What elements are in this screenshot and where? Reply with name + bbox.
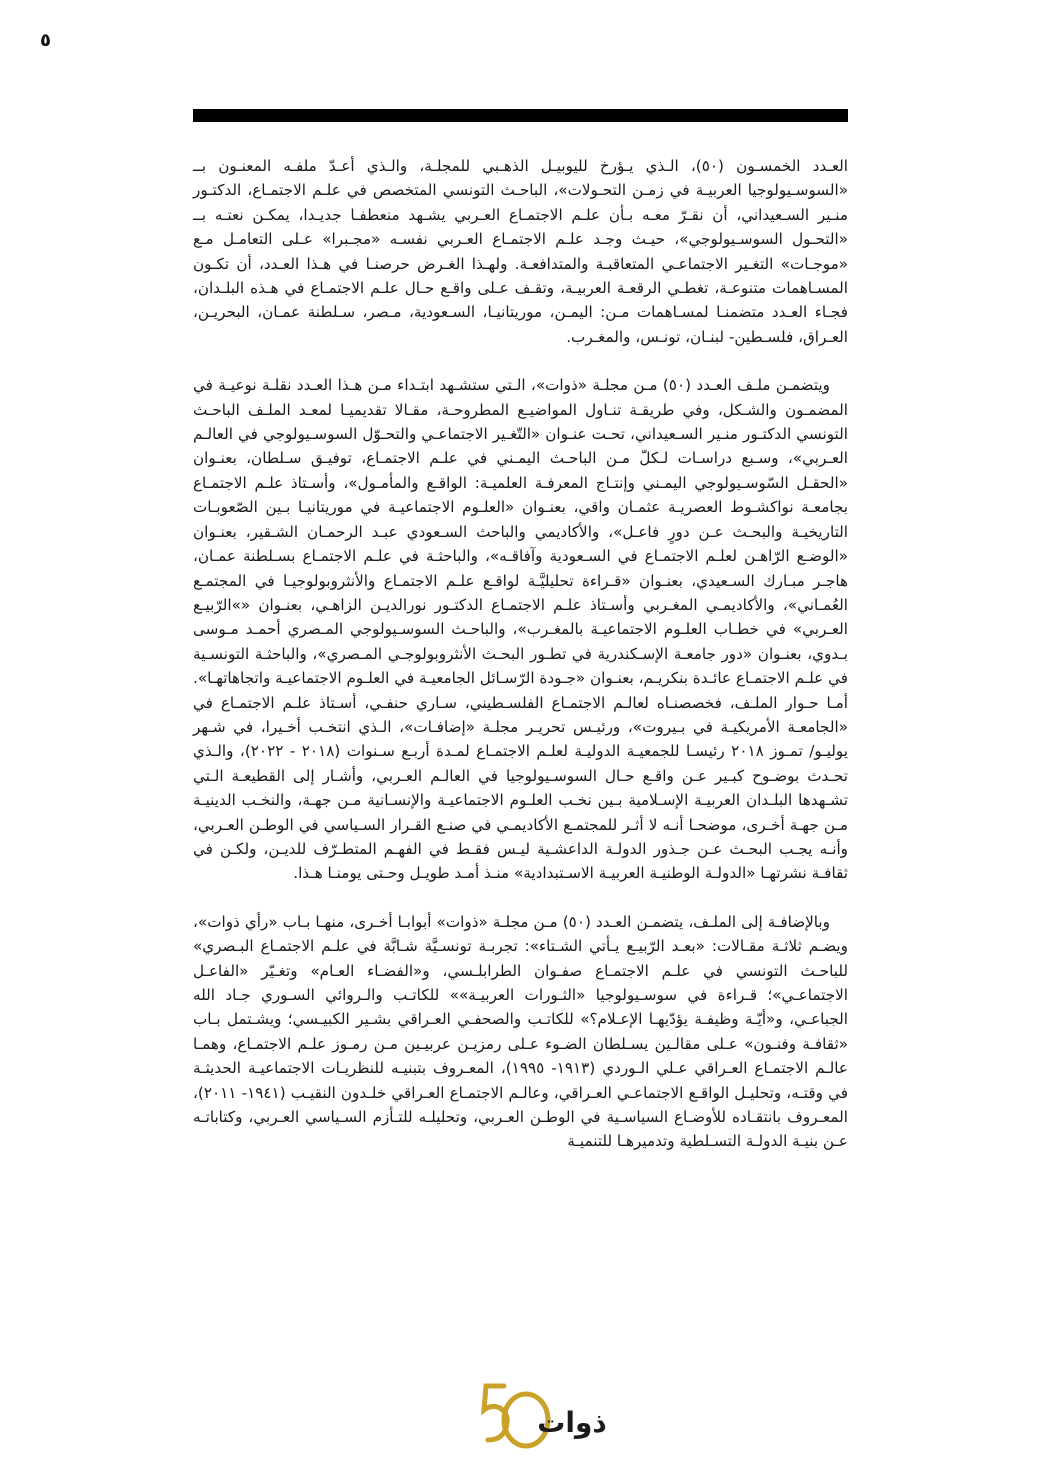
paragraph-2: ويتضمـن ملـف العـدد (٥٠) مـن مجلـة «ذوات»، الـتي ستشـهد ابتـداء مـن هـذا العـدد نقلـة نوعيـة في المضمـون والشـكل، وفي طريقـة تنـاول المواضيـع المطروحـة، مقـالا تقديميـا لمعـد الملـف الباحـث التونسي الدكتـور منـير السـعيداني، تحـت عنـوان «التّغـير الاجتماعـي والتحـوّل السوسـيولوجي في العالـم العـربي»، وسـبع دراسـات لـكلّ مـن الباحـث اليمـني في علـم الاجتمـاع، توفيـق سـلطان، بعنـوان «الحقـل السّوسـيولوجي اليمـني وإنتـاج المعرفـة العلميـة: الواقـع والمأمـول»، وأسـتاذ علـم الاجتمـاع بجامعـة نواكشـوط العصريـة عثمـان واقي، بعنـوان «العلـوم الاجتماعيـة في موريتانيـا بـين الصّعوبـات التاريخيـة والبحـث عـن دورٍ فاعـل»، والأكاديمي والباحث السـعودي عبـد الرحمـان الشـقير، بعنـوان «الوضـع الرّاهـن لعلـم الاجتمـاع في السـعودية وآفاقـه»، والباحثـة في علـم الاجتمـاع بسـلطنة عمـان، هاجـر مبـارك السـعيدي، بعنـوان «قـراءة تحليليَّـة لواقـع علـم الاجتمـاع والأنثروبولوجيـا في المجتمـع العُمـاني»، والأكاديمـي المغـربي وأسـتاذ علـم الاجتمـاع الدكتـور نورالديـن الزاهـي، بعنـوان «»الرّبيـع العـربي» في خطـاب العلـوم الاجتماعيـة بالمغـرب»، والباحـث السوسـيولوجي المـصري أحمـد مـوسى بـدوي، بعنـوان «دور جامعـة الإسـكندرية في تطـور البحـث الأنثروبولوجـي المـصري»، والباحثـة التونسـية في علـم الاجتمـاع عائـدة بنكريـم، بعنـوان «جـودة الرّسـائل الجامعيـة في العلـوم الاجتماعيـة واتجاهاتهـا». أمـا حـوار الملـف، فخصصنـاه لعالـم الاجتمـاع الفلسـطيني، سـاري حنفـي، أسـتاذ علـم الاجتمـاع في «الجامعـة الأمريكيـة في بـيروت»، ورئيـس تحريـر مجلـة «إضافـات»، الـذي انتخـب أخـيرا، في شـهر يوليـو/ تمـوز ٢٠١٨ رئيسـا للجمعيـة الدوليـة لعلـم الاجتمـاع لمـدة أربـع سـنوات (٢٠١٨ - ٢٠٢٢)، والـذي تحـدث بوضـوح كبـير عـن واقـع حـال السوسـيولوجيا في العالـم العـربي، وأشـار إلى القطيعـة الـتي تشـهدها البلـدان العربيـة الإسـلامية بـين نخـب العلـوم الاجتماعيـة والإنسـانية مـن جهـة، والنخـب الدينيـة مـن جهـة أخـرى، موضحـا أنـه لا أثـر للمجتمـع الأكاديمـي في صنـع القـرار السـياسي في الوطـن العـربي، وأنـه يجـب البحـث عـن جـذور الدولـة الداعشـية ليـس فقـط في الفهـم المتطـرّف للديـن، ولكـن في ثقافـة نشرتهـا «الدولـة الوطنيـة العربيـة الاسـتبدادية» منـذ أمـد طويـل وحـتى يومنـا هـذا. [193, 376, 848, 883]
article-body [193, 154, 848, 1178]
page-number: ٥ [40, 30, 51, 51]
paragraph-1: العـدد الخمسـون (٥٠)، الـذي يـؤرخ لليوبيـل الذهـبي للمجلـة، والـذي أعـدّ ملفـه المعنـون بــ «السوسـيولوجيا العربيـة في زمـن التحـولات»، الباحـث التونسي المتخصص في علـم الاجتمـاع، الدكتـور منـير السـعيداني، أن نقـرّ معـه بـأن علـم الاجتمـاع العـربي يشـهد منعطفـا جديـدا، يمكـن نعتـه بــ «التحـول السوسـيولوجي»، حيـث وجـد علـم الاجتمـاع العـربي نفسـه «مجـبرا» عـلى التعامـل مـع «موجـات» التغـير الاجتماعـي المتعاقبـة والمتدافعـة. ولهـذا الغـرض حرصنـا في هـذا العـدد، أن تكـون المسـاهمات متنوعـة، تغطـي الرقعـة العربيـة، وتقـف عـلى واقـع حـال علـم الاجتمـاع في هـذه البلـدان، فجـاء العـدد متضمنـا لمسـاهمات مـن: اليمـن، موريتانيـا، السـعودية، مـصر، سـلطنة عمـان، البحريـن، العـراق، فلسـطين- لبنـان، تونـس، والمغـرب. [193, 157, 848, 346]
dhawat-logo-icon [476, 1380, 616, 1450]
dhawat-50-logo [476, 1380, 616, 1450]
header-rule [193, 109, 848, 122]
logo-wordmark: ذوات [537, 1406, 607, 1439]
paragraph-3: وبالإضافـة إلى الملـف، يتضمـن العـدد (٥٠) مـن مجلـة «ذوات» أبوابـا أخـرى، منهـا بـاب «رأي ذوات»، ويضـم ثلاثـة مقـالات: «بعـد الرّبيـع يـأتي الشـتاء»: تجربـة تونسـيَّة شـابَّة في علـم الاجتمـاع البـصري» للباحـث التونسي في علـم الاجتمـاع صفـوان الطرابلـسي، و«الفضـاء العـام» وتغـيّر «الفاعـل الاجتماعـي»؛ قـراءة في سوسـيولوجيا «الثـورات العربيـة»» للكاتـب والـروائي السـوري جـاد الله الجباعـي، و«أيّـة وظيفـة يؤدّيهـا الإعـلام؟» للكاتـب والصحفـي العـراقي بشـير الكبيـسي؛ ويشـتمل بـاب «ثقافـة وفنـون» عـلى مقالـين يسـلطان الضـوء عـلى رمزيـن عربيـين مـن رمـوز علـم الاجتمـاع، وهمـا عالـم الاجتمـاع العـراقي عـلي الـوردي (١٩١٣- ١٩٩٥)، المعـروف بتبنيـه للنظريـات الاجتماعيـة الحديثـة في وقتـه، وتحليـل الواقـع الاجتماعـي العـراقي، وعالـم الاجتمـاع العـراقي خلـدون النقيـب (١٩٤١- ٢٠١١)، المعـروف بانتقـاده للأوضـاع السياسـية في الوطـن العـربي، وتحليلـه للتـأزم السـياسي العـربي، وكتاباتـه عـن بنيـة الدولـة التسـلطية وتدميرهـا للتنميـة [193, 912, 848, 1151]
